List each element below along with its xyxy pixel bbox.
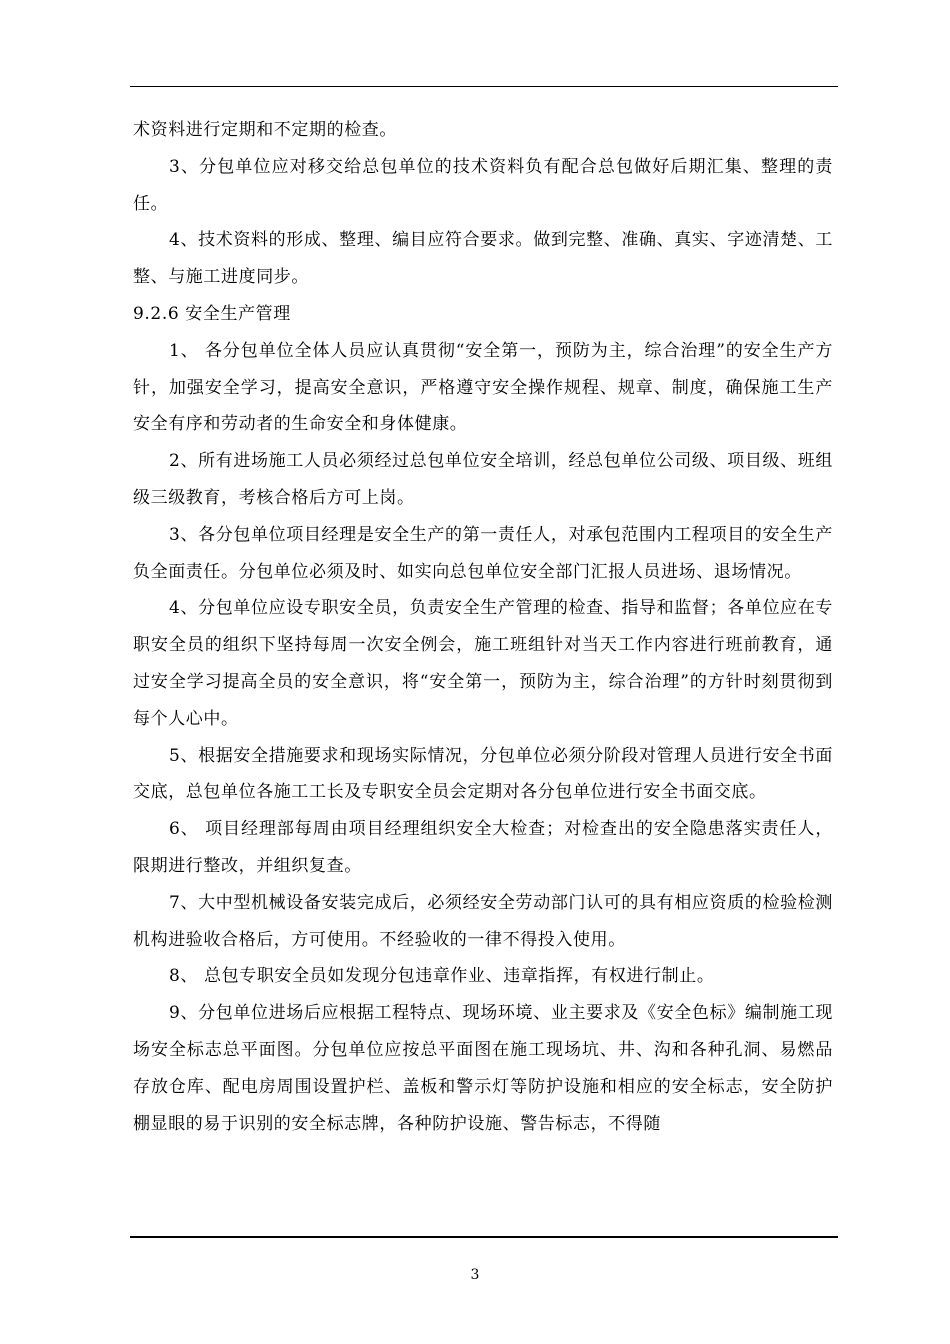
paragraph: 2、所有进场施工人员必须经过总包单位安全培训，经总包单位公司级、项目级、班组级三级教育，考核合格后方可上岗。 <box>133 451 833 508</box>
paragraph: 4、技术资料的形成、整理、编目应符合要求。做到完整、准确、真实、字迹清楚、工整、与施工进度同步。 <box>133 230 833 288</box>
paragraph: 5、根据安全措施要求和现场实际情况，分包单位必须分阶段对管理人员进行安全书面交底，总包单位各施工工长及专职安全员会定期对各分包单位进行安全书面交底。 <box>133 745 833 803</box>
footer-rule <box>130 1236 838 1238</box>
section-heading: 9.2.6 安全生产管理 <box>133 303 291 324</box>
header-rule <box>130 86 838 87</box>
paragraph: 4、分包单位应设专职安全员，负责安全生产管理的检查、指导和监督；各单位应在专职安全员的组织下坚持每周一次安全例会，施工班组针对当天工作内容进行班前教育，通过安全学习提高全员的安全意识，将“安全第一，预防为主，综合治理”的方针时刻贯彻到每个人心中。 <box>133 598 833 729</box>
paragraph: 9、分包单位进场后应根据工程特点、现场环境、业主要求及《安全色标》编制施工现场安全标志总平面图。分包单位应按总平面图在施工现场坑、井、沟和各种孔洞、易燃品存放仓库、配电房周围设置护栏、盖板和警示灯等防护设施和相应的安全标志，安全防护棚显眼的易于识别的安全标志牌，各种防护设施、警告标志，不得随 <box>133 1003 833 1134</box>
paragraph: 7、大中型机械设备安装完成后，必须经安全劳动部门认可的具有相应资质的检验检测机构进验收合格后，方可使用。不经验收的一律不得投入使用。 <box>133 892 833 950</box>
paragraph: 8、 总包专职安全员如发现分包违章作业、违章指挥，有权进行制止。 <box>169 966 715 987</box>
document-body <box>133 112 833 1142</box>
paragraph: 术资料进行定期和不定期的检查。 <box>133 120 397 140</box>
page-number: 3 <box>470 1267 480 1283</box>
paragraph: 1、 各分包单位全体人员应认真贯彻“安全第一，预防为主，综合治理”的安全生产方针，加强安全学习，提高安全意识，严格遵守安全操作规程、规章、制度，确保施工生产安全有序和劳动者的生命安全和身体健康。 <box>133 340 833 435</box>
paragraph: 6、 项目经理部每周由项目经理组织安全大检查；对检查出的安全隐患落实责任人，限期进行整改，并组织复查。 <box>133 819 833 876</box>
paragraph: 3、分包单位应对移交给总包单位的技术资料负有配合总包做好后期汇集、整理的责任。 <box>133 156 833 214</box>
paragraph: 3、各分包单位项目经理是安全生产的第一责任人，对承包范围内工程项目的安全生产负全面责任。分包单位必须及时、如实向总包单位安全部门汇报人员进场、退场情况。 <box>133 524 833 582</box>
